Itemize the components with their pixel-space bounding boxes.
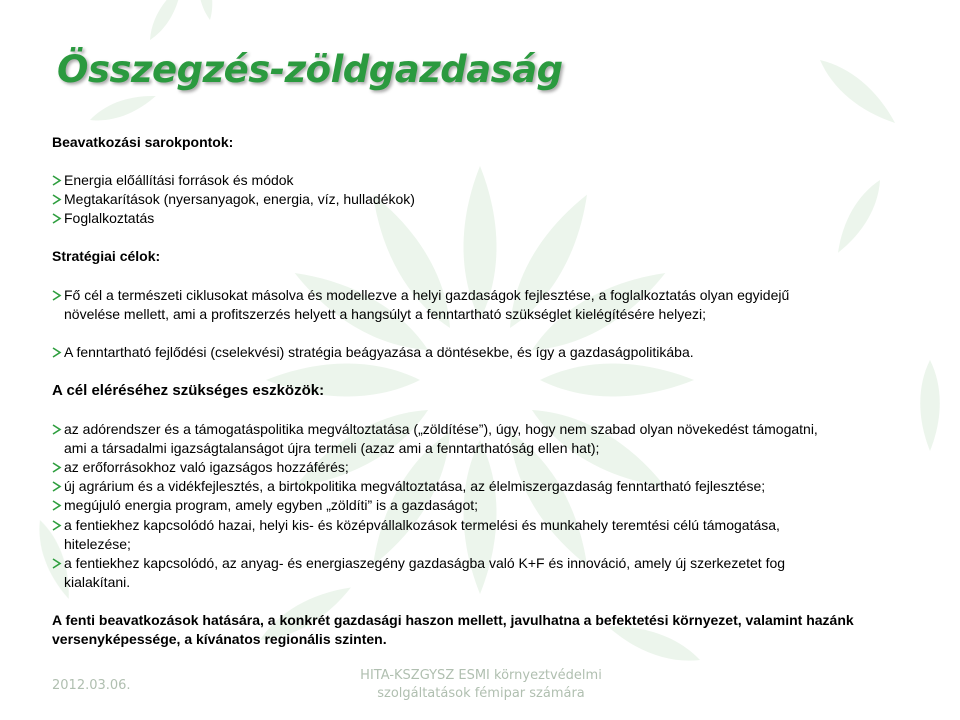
list-item <box>52 420 818 439</box>
conclusion-line-2: versenyképessége, a kívánatos regionális szinten. <box>52 631 387 647</box>
list-item-text: az erőforrásokhoz való igazságos hozzáférés; <box>64 459 349 475</box>
list-item-continuation: növelése mellett, ami a profitszerzés helyett a hangsúlyt a fenntartható szükséglet kielégítésére helyezi; <box>64 306 707 322</box>
list-item-text: Foglalkoztatás <box>64 210 155 226</box>
list-item-text: Energia előállítási források és módok <box>64 172 294 188</box>
arrow-bullet-icon <box>52 458 64 477</box>
arrow-bullet-icon <box>52 554 64 573</box>
arrow-bullet-icon <box>52 477 64 496</box>
list-item-continuation: kialakítani. <box>64 574 131 590</box>
list-item <box>52 458 349 477</box>
slide-title: Összegzés-zöldgazdaság <box>57 48 563 91</box>
list-item-text: a fentiekhez kapcsolódó, az anyag- és energiaszegény gazdaságba való K+F és innováció, amely új szerkezetet fog <box>64 555 786 571</box>
section-heading-strategic-goals: Stratégiai célok: <box>52 248 161 264</box>
arrow-bullet-icon <box>52 209 64 228</box>
list-item-continuation: ami a társadalmi igazságtalanságot újra termeli (azaz ami a fenntarthatóság ellen hat); <box>64 440 600 456</box>
list-item-continuation: hitelezése; <box>64 536 131 552</box>
list-item-text: Fő cél a természeti ciklusokat másolva és modellezve a helyi gazdaságok fejlesztése, a foglalkoztatás olyan egyidejű <box>64 287 790 303</box>
list-item <box>52 477 765 496</box>
section-heading-intervention-points: Beavatkozási sarokpontok: <box>52 134 234 150</box>
arrow-bullet-icon <box>52 190 64 209</box>
list-item-text: az adórendszer és a támogatáspolitika megváltoztatása („zöldítése”), úgy, hogy nem szabad olyan növekedést támogatni, <box>64 421 818 437</box>
list-item <box>52 516 780 535</box>
list-item <box>52 343 694 362</box>
list-item <box>52 171 294 190</box>
arrow-bullet-icon <box>52 420 64 439</box>
list-item <box>52 286 789 305</box>
footer-organization <box>356 668 606 701</box>
list-item-text: A fenntartható fejlődési (cselekvési) stratégia beágyazása a döntésekbe, és így a gazdaságpolitikába. <box>64 344 694 360</box>
list-item <box>52 209 154 228</box>
list-item <box>52 496 478 515</box>
arrow-bullet-icon <box>52 343 64 362</box>
list-item <box>52 190 415 209</box>
arrow-bullet-icon <box>52 286 64 305</box>
list-item-text: új agrárium és a vidékfejlesztés, a birtokpolitika megváltoztatása, az élelmiszergazdaság fenntartható fejlesztése; <box>64 478 766 494</box>
arrow-bullet-icon <box>52 496 64 515</box>
arrow-bullet-icon <box>52 171 64 190</box>
footer-org-line-1: HITA-KSZGYSZ ESMI környeztvédelmi <box>360 668 602 683</box>
list-item-text: Megtakarítások (nyersanyagok, energia, víz, hulladékok) <box>64 191 415 207</box>
arrow-bullet-icon <box>52 516 64 535</box>
list-item <box>52 554 785 573</box>
footer-org-line-2: szolgáltatások fémipar számára <box>377 686 585 701</box>
footer-date: 2012.03.06. <box>52 678 131 693</box>
list-item-text: a fentiekhez kapcsolódó hazai, helyi kis- és középvállalkozások termelési és munkahely teremtési célú támogatása, <box>64 517 780 533</box>
conclusion-line-1: A fenti beavatkozások hatására, a konkrét gazdasági haszon mellett, javulhatna a befektetési környezet, valamint hazánk <box>52 612 854 628</box>
list-item-text: megújuló energia program, amely egyben „zöldíti” is a gazdaságot; <box>64 497 479 513</box>
section-heading-tools: A cél eléréséhez szükséges eszközök: <box>52 382 325 399</box>
